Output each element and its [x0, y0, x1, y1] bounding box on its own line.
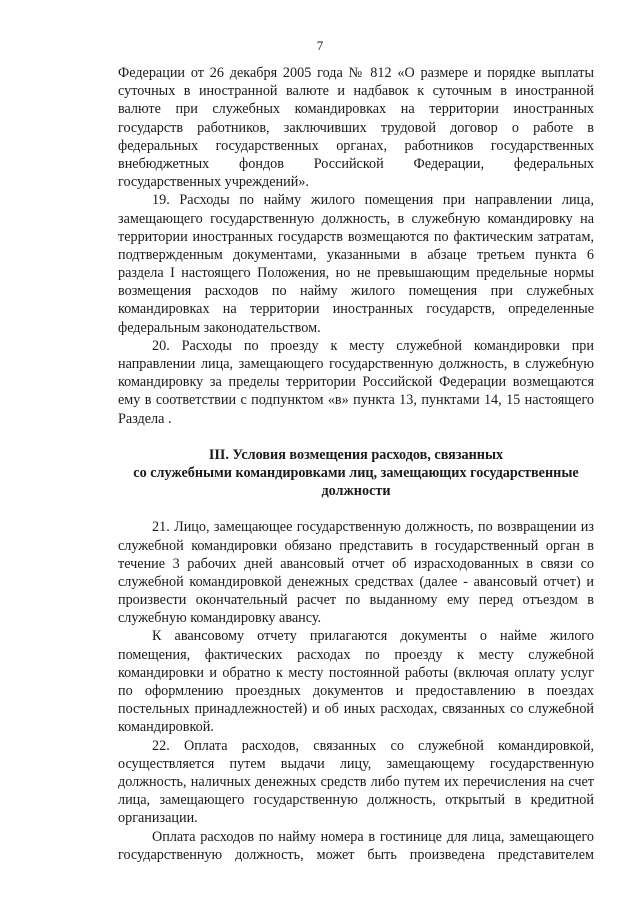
- text-line: направлении лица, замещающего государственную должность, в служебную: [118, 356, 594, 372]
- page-number: 7: [316, 38, 324, 53]
- heading-line: III. Условия возмещения расходов, связанных: [208, 446, 504, 463]
- text-line: 20. Расходы по проезду к месту служебной командировки при: [152, 337, 594, 354]
- text-line: 22. Оплата расходов, связанных со служебной командировкой,: [152, 737, 594, 754]
- paragraph: [118, 627, 594, 736]
- text-line: Федерации от 26 декабря 2005 года № 812 «О размере и порядке выплаты: [118, 65, 594, 81]
- text-line: лица, замещающего государственную должность, открытый в кредитной: [118, 792, 594, 809]
- document-body: [118, 64, 594, 864]
- text-line: подтвержденным документами, указанными в абзаце третьем пункта 6: [118, 246, 594, 263]
- text-line: осуществляется путем выдачи лицу, замещающему государственную: [118, 755, 594, 772]
- paragraph: [118, 191, 594, 337]
- text-line: валюте при служебных командировках на территории иностранных: [118, 101, 594, 118]
- heading-line: со служебными командировками лиц, замещающих государственные: [133, 464, 579, 481]
- text-line: командировку за пределы территории Российской Федерации возмещаются: [118, 374, 594, 391]
- paragraph: [118, 64, 594, 191]
- section-heading: [118, 446, 594, 501]
- text-line: произвести окончательный расчет по выданному ему перед отъездом в: [118, 592, 594, 609]
- text-line: федеральным законодательством.: [118, 319, 321, 336]
- text-line: 21. Лицо, замещающее государственную должность, по возвращении из: [152, 519, 594, 536]
- text-line: внебюджетных фондов Российской Федерации, федеральных: [118, 155, 594, 172]
- paragraph: [118, 828, 594, 864]
- text-line: командировкой.: [118, 719, 214, 736]
- text-line: организации.: [118, 810, 198, 827]
- text-line: государственных учреждений».: [118, 174, 309, 191]
- text-line: должность, наличных денежных средств либо путем их перечисления на счет: [118, 773, 594, 790]
- section-gap: [118, 500, 594, 518]
- text-line: служебную командировку авансу.: [118, 610, 322, 627]
- text-line: федеральных государственных органах, работников государственных: [118, 137, 594, 154]
- paragraph: [118, 737, 594, 828]
- text-line: командировки и обратно к месту постоянной работы (включая оплату услуг: [118, 664, 594, 681]
- text-line: территории иностранных государств возмещаются по фактическим затратам,: [118, 228, 594, 245]
- text-line: государственную должность, может быть произведена представителем: [118, 846, 594, 863]
- text-line: помещения, фактических расходах по проезду к месту служебной: [118, 646, 594, 663]
- paragraph: [118, 518, 594, 627]
- text-line: Оплата расходов по найму номера в гостинице для лица, замещающего: [152, 828, 594, 845]
- section-gap: [118, 428, 594, 446]
- text-line: Раздела .: [118, 410, 172, 427]
- text-line: командировках на территории иностранных государств, определенные: [118, 301, 594, 318]
- text-line: служебной командировки обязано представить в государственный орган в: [118, 537, 594, 554]
- text-line: раздела I настоящего Положения, но не превышающим предельные нормы: [118, 265, 594, 282]
- text-line: служебной командировкой денежных средствах (далее - авансовый отчет) и: [118, 573, 594, 590]
- paragraph: [118, 337, 594, 428]
- text-line: замещающего государственную должность, в служебную командировку на: [118, 210, 594, 227]
- text-line: ему в соответствии с подпунктом «в» пункта 13, пунктами 14, 15 настоящего: [118, 392, 594, 409]
- text-line: К авансовому отчету прилагаются документы о найме жилого: [152, 628, 594, 645]
- text-line: государств работников, заключивших трудовой договор о работе в: [118, 119, 594, 136]
- text-line: возмещения расходов по найму жилого помещения при служебных: [118, 283, 594, 300]
- text-line: по оформлению проездных документов и предоставлению в поездах: [118, 683, 594, 700]
- text-line: постельных принадлежностей) и об иных расходах, связанных со служебной: [118, 701, 594, 718]
- text-line: течение 3 рабочих дней авансовый отчет об израсходованных в связи со: [118, 555, 594, 572]
- text-line: 19. Расходы по найму жилого помещения при направлении лица,: [152, 192, 594, 209]
- text-line: суточных в иностранной валюте и надбавок к суточным в иностранной: [118, 83, 594, 100]
- heading-line: должности: [321, 483, 391, 500]
